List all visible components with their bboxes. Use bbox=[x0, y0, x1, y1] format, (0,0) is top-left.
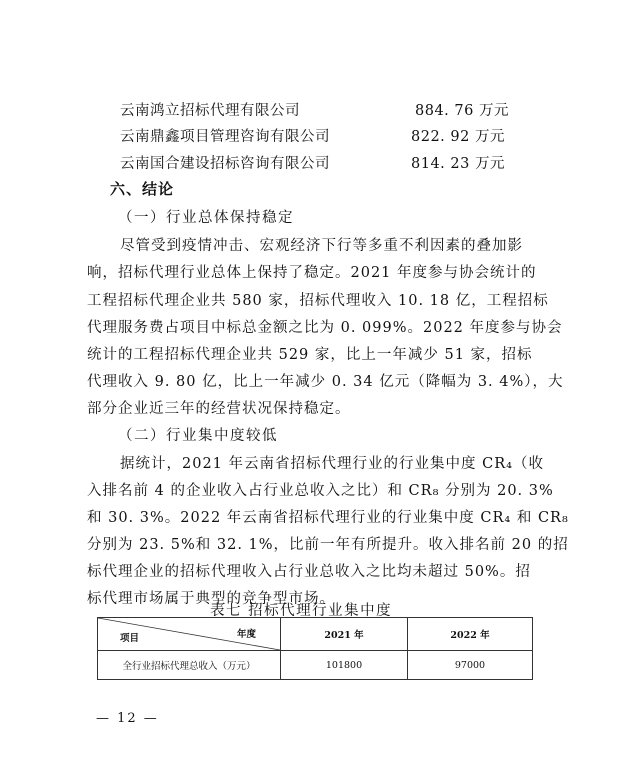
table-row bbox=[98, 651, 533, 680]
table-header-row bbox=[98, 618, 533, 651]
paragraph-line: 统计的工程招标代理企业共 529 家，比上一年减少 51 家，招标 bbox=[87, 347, 533, 363]
paragraph-line: 分别为 23. 5%和 32. 1%，比前一年有所提升。收入排名前 20 的招 bbox=[87, 537, 569, 553]
paragraph-line: 标代理市场属于典型的竞争型市场。 bbox=[87, 591, 335, 607]
subsection-title: （一）行业总体保持稳定 bbox=[118, 210, 294, 226]
column-header-label: 年度 bbox=[236, 629, 256, 640]
row-header-label: 项目 bbox=[120, 633, 140, 644]
column-header: 2022 年 bbox=[408, 618, 533, 651]
table-cell: 97000 bbox=[408, 651, 533, 680]
paragraph-line: 部分企业近三年的经营状况保持稳定。 bbox=[87, 401, 351, 417]
paragraph-line: 和 30. 3%。2022 年云南省招标代理行业的行业集中度 CR₄ 和 CR₈ bbox=[87, 510, 569, 526]
paragraph-line: 代理收入 9. 80 亿，比上一年减少 0. 34 亿元（降幅为 3. 4%），大 bbox=[87, 374, 564, 390]
section-heading: 六、结论 bbox=[110, 180, 175, 198]
paragraph-line: 入排名前 4 的企业收入占行业总收入之比）和 CR₈ 分别为 20. 3% bbox=[87, 483, 554, 499]
concentration-table bbox=[97, 617, 533, 680]
subsection-title: （二）行业集中度较低 bbox=[118, 428, 278, 444]
column-header: 2021 年 bbox=[281, 618, 408, 651]
paragraph-line: 代理服务费占项目中标总金额之比为 0. 099%。2022 年度参与协会 bbox=[87, 320, 563, 336]
table-caption: 表七 招标代理行业集中度 bbox=[210, 603, 393, 619]
paragraph-line: 据统计，2021 年云南省招标代理行业的行业集中度 CR₄（收 bbox=[120, 456, 544, 472]
company-amount: 814. 23 万元 bbox=[411, 156, 505, 172]
company-amount: 822. 92 万元 bbox=[411, 129, 505, 145]
table-cell: 101800 bbox=[281, 651, 408, 680]
company-amount: 884. 76 万元 bbox=[415, 103, 509, 119]
page-number: — 12 — bbox=[96, 711, 159, 726]
paragraph-line: 响，招标代理行业总体上保持了稳定。2021 年度参与协会统计的 bbox=[87, 265, 537, 281]
paragraph-line: 标代理企业的招标代理收入占行业总收入之比均未超过 50%。招 bbox=[87, 564, 531, 580]
company-name: 云南国合建设招标咨询有限公司 bbox=[120, 156, 330, 172]
company-name: 云南鸿立招标代理有限公司 bbox=[120, 103, 300, 119]
paragraph-line: 工程招标代理企业共 580 家，招标代理收入 10. 18 亿，工程招标 bbox=[87, 293, 549, 309]
company-name: 云南鼎鑫项目管理咨询有限公司 bbox=[120, 129, 330, 145]
paragraph-line: 尽管受到疫情冲击、宏观经济下行等多重不利因素的叠加影 bbox=[120, 238, 523, 254]
row-label: 全行业招标代理总收入（万元） bbox=[98, 651, 281, 680]
diagonal-header-cell bbox=[98, 618, 281, 651]
